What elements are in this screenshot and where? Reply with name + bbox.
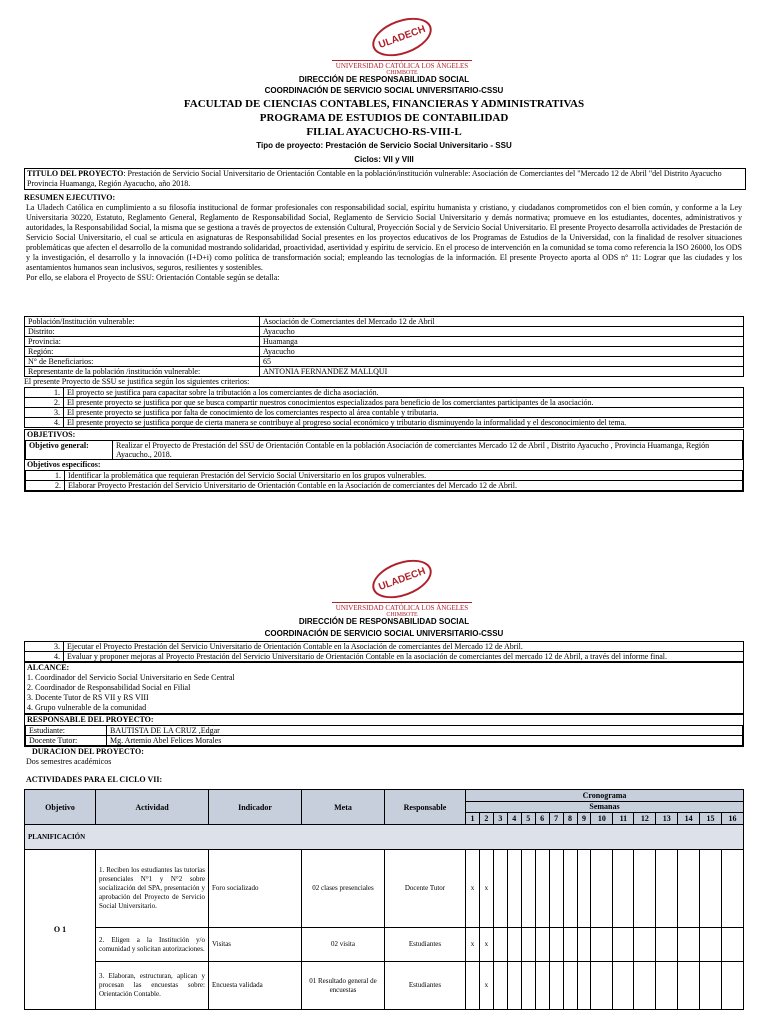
meta-cell: 01 Resultado general de encuestas bbox=[302, 962, 385, 1010]
titulo-proyecto bbox=[24, 168, 746, 190]
week-cell bbox=[656, 850, 678, 928]
table-row bbox=[26, 441, 743, 460]
col-meta: Meta bbox=[302, 790, 385, 825]
indicator-cell: Visitas bbox=[209, 928, 302, 962]
activity-cell: 1. Reciben los estudiantes las tutorías presenciales N°1 y N°2 sobre socialización del SPA, presentación y aprobación del Proyecto de Servicio Social Universitario. bbox=[96, 850, 209, 928]
table-row bbox=[25, 317, 744, 327]
titulo-label: TITULO DEL PROYECTO bbox=[27, 169, 124, 178]
responsable-name: Mg. Artemio Abel Felices Morales bbox=[107, 736, 743, 746]
week-cell bbox=[493, 928, 507, 962]
responsable-cell: Estudiantes bbox=[385, 928, 466, 962]
responsable-role: Docente Tutor: bbox=[26, 736, 107, 746]
logo-brand: ULADECH bbox=[377, 565, 427, 593]
meta-cell: 02 clases presenciales bbox=[302, 850, 385, 928]
week-cell bbox=[521, 962, 535, 1010]
info-value: Ayacucho bbox=[260, 347, 744, 357]
justifica-table bbox=[24, 387, 744, 428]
col-responsable: Responsable bbox=[385, 790, 466, 825]
week-cell bbox=[466, 962, 480, 1010]
week-cell bbox=[577, 850, 591, 928]
item-number: 2. bbox=[26, 481, 65, 491]
col-objetivo: Objetivo bbox=[25, 790, 96, 825]
item-text: El presente proyecto se justifica por falta de conocimiento de los comerciantes respecto al área contable y tributaria. bbox=[64, 408, 744, 418]
duracion-label: DURACION DEL PROYECTO: bbox=[32, 747, 144, 756]
item-number: 4. bbox=[25, 652, 64, 662]
week-cell bbox=[535, 850, 549, 928]
programa-title: PROGRAMA DE ESTUDIOS DE CONTABILIDAD bbox=[259, 112, 509, 124]
table-row bbox=[26, 481, 743, 491]
table-row bbox=[25, 928, 744, 962]
logo-university: UNIVERSIDAD CATÓLICA LOS ÁNGELES bbox=[335, 62, 469, 70]
week-cell bbox=[656, 962, 678, 1010]
direccion-title: DIRECCIÓN DE RESPONSABILIDAD SOCIAL bbox=[298, 75, 470, 84]
week-cell bbox=[700, 962, 722, 1010]
coordinacion-title: COORDINACIÓN DE SERVICIO SOCIAL UNIVERSITARIO-CSSU bbox=[264, 629, 504, 638]
week-cell: x bbox=[479, 850, 493, 928]
week-cell bbox=[722, 850, 744, 928]
info-label: Población/Institución vulnerable: bbox=[25, 317, 260, 327]
info-label: Región: bbox=[25, 347, 260, 357]
responsable-section bbox=[24, 714, 744, 747]
filial-title: FILIAL AYACUCHO-RS-VIII-L bbox=[306, 126, 462, 138]
resumen-section bbox=[24, 193, 744, 283]
table-row bbox=[25, 388, 744, 398]
section-planificacion: PLANIFICACIÓN bbox=[25, 825, 744, 850]
duracion-section bbox=[24, 747, 744, 767]
week-cell bbox=[656, 928, 678, 962]
info-label: Provincia: bbox=[25, 337, 260, 347]
table-row bbox=[25, 347, 744, 357]
item-text: El presente proyecto se justifica por que se busca compartir nuestros conocimientos especializados para beneficio de los comerciantes participantes de la asociación. bbox=[64, 398, 744, 408]
resumen-text: La Uladech Católica en cumplimiento a su filosofía institucional de formar profesionales con responsabilidad social, espíritu humanista y cristiano, y ciudadanos comprometidos con el bien común, y conforme a la Ley Universitaria 30220, Estatuto, Reglamento General, Reglamento de Responsabilidad Social, Reglamento de Servicio Social Universitario y demás normativa; promueve en los estudiantes, docentes, administrativos y autoridades, la Responsabilidad Social, la misma que se gestiona a través de proyectos de extensión Cultural, Proyección Social y de Servicio Social Universitario. El presente Proyecto desarrolla actividades de Prestación de Servicio Social Universitario, el cual se articula en asignaturas de Responsabilidad Social presentes en los proyectos educativos de los Programas de Estudios de la Universidad, con la finalidad de resolver situaciones problemáticas que afecten el desarrollo de la comunidad mostrando solidaridad, proactividad, asertividad y espíritu de servicio. En el proceso de intervención en la comunidad se toma como referencia la ISO 26000, los ODS y la investigación, el desarrollo y la innovación (I+D+i) como política de transformación social; empleando las tecnologías de la información. El presente Proyecto aporta al ODS n° 11: Lograr que las ciudades y los asentamientos humanos sean inclusivos, seguros, resilientes y sostenibles. bbox=[26, 203, 742, 272]
week-cell bbox=[563, 850, 577, 928]
week-cell bbox=[535, 962, 549, 1010]
week-header: 9 bbox=[577, 813, 591, 825]
week-cell bbox=[613, 928, 634, 962]
tipo-proyecto: Tipo de proyecto: Prestación de Servicio Social Universitario - SSU bbox=[256, 141, 512, 150]
alcance-label: ALCANCE: bbox=[27, 663, 70, 672]
list-item: 2. Coordinador de Responsabilidad Social en Filial bbox=[27, 683, 191, 692]
item-number: 3. bbox=[25, 642, 64, 652]
table-row bbox=[25, 962, 744, 1010]
item-number: 2. bbox=[25, 398, 64, 408]
item-text: El proyecto se justifica para capacitar sobre la tributación a los comerciantes de dicha asociación. bbox=[64, 388, 744, 398]
table-row bbox=[25, 408, 744, 418]
university-logo bbox=[332, 20, 472, 76]
justifica-intro: El presente Proyecto de SSU se justifica según los siguientes criterios: bbox=[24, 377, 250, 386]
table-row bbox=[26, 736, 743, 746]
week-cell bbox=[521, 928, 535, 962]
week-cell bbox=[493, 962, 507, 1010]
item-number: 3. bbox=[25, 408, 64, 418]
week-cell bbox=[507, 850, 521, 928]
week-cell bbox=[678, 962, 700, 1010]
duracion-value: Dos semestres académicos bbox=[26, 757, 112, 766]
resumen-label: RESUMEN EJECUTIVO: bbox=[24, 193, 116, 202]
week-cell bbox=[591, 850, 613, 928]
list-item: 4. Grupo vulnerable de la comunidad bbox=[27, 703, 147, 712]
table-row bbox=[25, 652, 744, 662]
week-cell bbox=[549, 962, 563, 1010]
objetivos-especificos-label: Objetivos específicos: bbox=[27, 460, 101, 469]
week-header: 5 bbox=[521, 813, 535, 825]
info-label: Distrito: bbox=[25, 327, 260, 337]
info-label: Representante de la población /institución vulnerable: bbox=[25, 367, 260, 377]
table-row bbox=[25, 327, 744, 337]
table-row bbox=[25, 642, 744, 652]
week-header: 7 bbox=[549, 813, 563, 825]
week-cell bbox=[722, 962, 744, 1010]
logo-university: UNIVERSIDAD CATÓLICA LOS ÁNGELES bbox=[335, 604, 469, 612]
week-header: 13 bbox=[656, 813, 678, 825]
table-row bbox=[25, 398, 744, 408]
ciclos: Ciclos: VII y VIII bbox=[354, 155, 414, 164]
week-cell bbox=[678, 928, 700, 962]
facultad-title: FACULTAD DE CIENCIAS CONTABLES, FINANCIERAS Y ADMINISTRATIVAS bbox=[183, 98, 585, 110]
week-cell bbox=[507, 928, 521, 962]
week-cell bbox=[613, 962, 634, 1010]
info-value: Huamanga bbox=[260, 337, 744, 347]
week-cell bbox=[634, 928, 656, 962]
week-cell bbox=[493, 850, 507, 928]
week-cell bbox=[549, 928, 563, 962]
week-header: 16 bbox=[722, 813, 744, 825]
week-cell bbox=[563, 962, 577, 1010]
item-text: Identificar la problemática que requieran Prestación del Servicio Social Universitario en los grupos vulnerables. bbox=[65, 471, 743, 481]
logo-city: CHIMBOTE bbox=[386, 612, 418, 618]
continuation-section bbox=[24, 641, 744, 1010]
item-text: Evaluar y proponer mejoras al Proyecto Prestación del Servicio Universitario de Orientación Contable en la asociación de comerciantes del mercado 12 de Abril, a través del informe final. bbox=[64, 652, 744, 662]
indicator-cell: Foro socializado bbox=[209, 850, 302, 928]
table-row bbox=[25, 337, 744, 347]
week-cell bbox=[700, 850, 722, 928]
table-row bbox=[26, 726, 743, 736]
week-cell bbox=[613, 850, 634, 928]
week-header: 2 bbox=[479, 813, 493, 825]
table-row bbox=[25, 418, 744, 428]
week-header: 8 bbox=[563, 813, 577, 825]
week-header: 6 bbox=[535, 813, 549, 825]
info-value: 65 bbox=[260, 357, 744, 367]
objetivos-section bbox=[24, 429, 744, 492]
table-row bbox=[25, 357, 744, 367]
list-item: 3. Docente Tutor de RS VII y RS VIII bbox=[27, 693, 149, 702]
week-header: 3 bbox=[493, 813, 507, 825]
week-cell bbox=[634, 962, 656, 1010]
week-cell bbox=[577, 962, 591, 1010]
week-cell: x bbox=[466, 850, 480, 928]
col-semanas: Semanas bbox=[466, 801, 744, 813]
item-number: 1. bbox=[25, 388, 64, 398]
objetivo-general-label: Objetivo general: bbox=[26, 441, 113, 460]
activity-cell: 3. Elaboran, estructuran, aplican y procesan las encuestas sobre: Orientación Contable. bbox=[96, 962, 209, 1010]
week-header: 10 bbox=[591, 813, 613, 825]
objetivo-general-text: Realizar el Proyecto de Prestación del SSU de Orientación Contable en la población Asociación de comerciantes Mercado 12 de Abril , Distrito Ayacucho , Provincia Huamanga, Región Ayacucho., 2018. bbox=[113, 441, 743, 460]
activities-table bbox=[24, 789, 744, 1010]
responsable-label: RESPONSABLE DEL PROYECTO: bbox=[27, 715, 154, 724]
week-cell bbox=[700, 928, 722, 962]
item-number: 1. bbox=[26, 471, 65, 481]
info-value: Asociación de Comerciantes del Mercado 12 de Abril bbox=[260, 317, 744, 327]
indicator-cell: Encuesta validada bbox=[209, 962, 302, 1010]
week-cell: x bbox=[466, 928, 480, 962]
week-cell bbox=[577, 928, 591, 962]
week-header: 12 bbox=[634, 813, 656, 825]
titulo-text: : Prestación de Servicio Social Universitario de Orientación Contable en la población/institución vulnerable: Asociación de Comerciantes del "Mercado 12 de Abril "del Distrito Ayacucho Provincia Huamanga, Región Ayacucho, año 2018. bbox=[27, 169, 722, 188]
table-row bbox=[25, 850, 744, 928]
info-label: N° de Beneficiarios: bbox=[25, 357, 260, 367]
week-cell bbox=[591, 928, 613, 962]
activity-cell: 2. Eligen a la Institución y/o comunidad y solicitan autorizaciones. bbox=[96, 928, 209, 962]
resumen-after: Por ello, se elabora el Proyecto de SSU: Orientación Contable según se detalla: bbox=[26, 273, 280, 282]
info-value: Ayacucho bbox=[260, 327, 744, 337]
col-actividad: Actividad bbox=[96, 790, 209, 825]
week-cell bbox=[591, 962, 613, 1010]
week-cell bbox=[634, 850, 656, 928]
page-2 bbox=[0, 540, 768, 1024]
university-logo bbox=[332, 562, 472, 618]
week-cell bbox=[535, 928, 549, 962]
week-header: 11 bbox=[613, 813, 634, 825]
direccion-title: DIRECCIÓN DE RESPONSABILIDAD SOCIAL bbox=[298, 617, 470, 626]
logo-city: CHIMBOTE bbox=[386, 70, 418, 76]
week-header: 1 bbox=[466, 813, 480, 825]
responsable-name: BAUTISTA DE LA CRUZ ,Edgar bbox=[107, 726, 743, 736]
table-row bbox=[25, 367, 744, 377]
week-header: 15 bbox=[700, 813, 722, 825]
info-value: ANTONIA FERNANDEZ MALLQUI bbox=[260, 367, 744, 377]
objetivos-label: OBJETIVOS: bbox=[27, 430, 76, 439]
logo-brand: ULADECH bbox=[377, 23, 427, 51]
coordinacion-title: COORDINACIÓN DE SERVICIO SOCIAL UNIVERSITARIO-CSSU bbox=[264, 86, 504, 95]
week-cell bbox=[507, 962, 521, 1010]
info-table bbox=[24, 316, 744, 492]
item-text: Elaborar Proyecto Prestación del Servicio Universitario de Orientación Contable en la Asociación de comerciantes del Mercado 12 de Abril. bbox=[65, 481, 743, 491]
week-cell bbox=[722, 928, 744, 962]
responsable-role: Estudiante: bbox=[26, 726, 107, 736]
item-number: 4. bbox=[25, 418, 64, 428]
col-indicador: Indicador bbox=[209, 790, 302, 825]
item-text: El presente proyecto se justifica porque de cierta manera se contribuye al progreso social económico y tributario disminuyendo la informalidad y el desconocimiento del tema. bbox=[64, 418, 744, 428]
week-cell bbox=[678, 850, 700, 928]
col-cronograma: Cronograma bbox=[466, 790, 744, 802]
actividades-title: ACTIVIDADES PARA EL CICLO VII: bbox=[26, 775, 163, 784]
list-item: 1. Coordinador del Servicio Social Universitario en Sede Central bbox=[27, 673, 235, 682]
week-cell bbox=[563, 928, 577, 962]
week-cell: x bbox=[479, 962, 493, 1010]
week-cell bbox=[521, 850, 535, 928]
responsable-cell: Estudiantes bbox=[385, 962, 466, 1010]
week-cell: x bbox=[479, 928, 493, 962]
table-row bbox=[26, 471, 743, 481]
item-text: Ejecutar el Proyecto Prestación del Servicio Universitario de Orientación Contable en la Asociación de comerciantes del Mercado 12 de Abril. bbox=[64, 642, 744, 652]
alcance-section bbox=[24, 662, 744, 714]
meta-cell: 02 visita bbox=[302, 928, 385, 962]
week-header: 4 bbox=[507, 813, 521, 825]
week-cell bbox=[549, 850, 563, 928]
objetivo-cell: O 1 bbox=[25, 850, 96, 1010]
week-header: 14 bbox=[678, 813, 700, 825]
responsable-cell: Docente Tutor bbox=[385, 850, 466, 928]
